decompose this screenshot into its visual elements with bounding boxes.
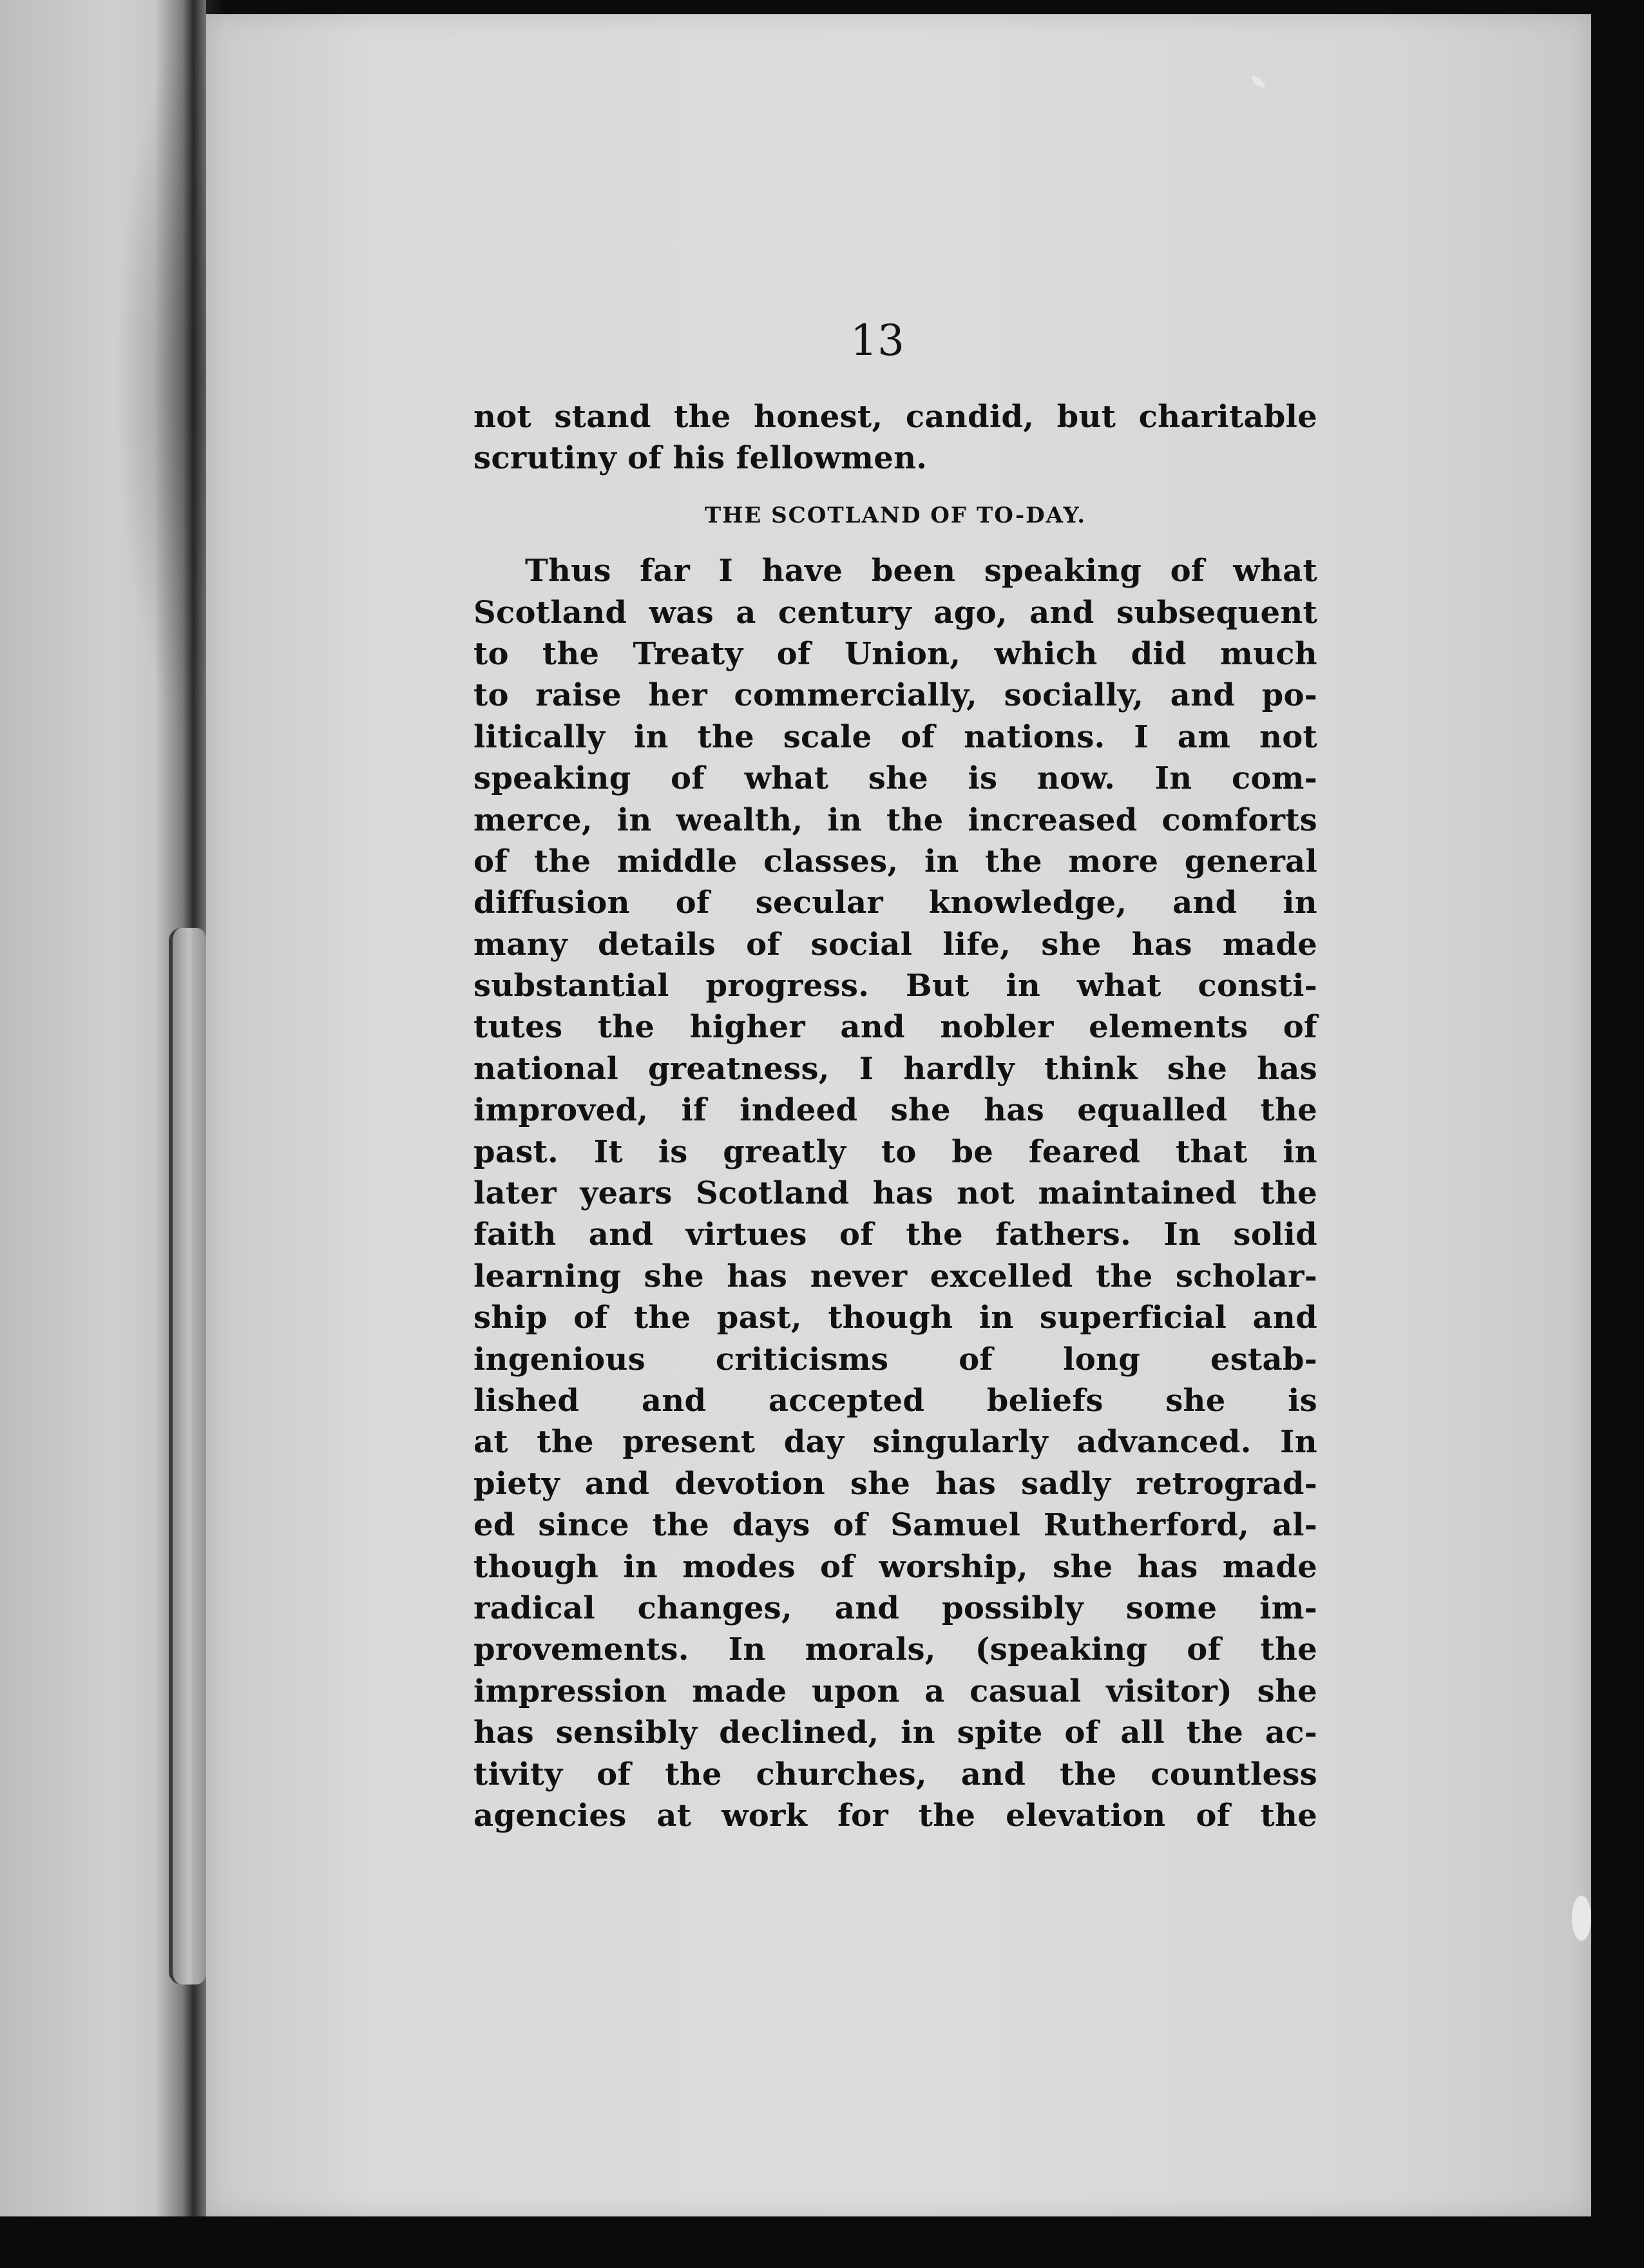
text-line: radical changes, and possibly some im- [473,1590,1317,1626]
text-line: has sensibly declined, in spite of all the ac- [473,1715,1317,1751]
text-line: improved, if indeed she has equalled the [473,1092,1317,1129]
text-line: substantial progress. But in what consti- [473,968,1317,1004]
text-line: of the middle classes, in the more general [473,843,1317,879]
text-line: national greatness, I hardly think she has [473,1050,1317,1087]
text-line: tutes the higher and nobler elements of [473,1009,1317,1046]
text-line: to the Treaty of Union, which did much [473,635,1317,672]
text-line: piety and devotion she has sadly retrograd- [473,1465,1317,1502]
text-line: impression made upon a casual visitor) she [473,1673,1317,1709]
text-line: provements. In morals, (speaking of the [473,1631,1317,1668]
text-line: litically in the scale of nations. I am not [473,718,1317,755]
text-line: not stand the honest, candid, but charitable [473,399,1317,435]
text-line: ingenious criticisms of long estab- [473,1341,1317,1378]
text-line: many details of social life, she has made [473,926,1317,963]
text-line: scrutiny of his fellowmen. [473,440,928,477]
text-line: at the present day singularly advanced. In [473,1424,1317,1461]
text-line: though in modes of worship, she has made [473,1548,1317,1585]
section-heading: THE SCOTLAND OF TO-DAY. [704,502,1087,528]
text-line: merce, in wealth, in the increased comforts [473,802,1317,838]
text-line: tivity of the churches, and the countless [473,1756,1317,1792]
text-line: ed since the days of Samuel Rutherford, al- [473,1507,1317,1544]
text-line: later years Scotland has not maintained the [473,1175,1317,1212]
text-line: learning she has never excelled the scholar- [473,1258,1317,1294]
body-text [473,396,1317,1836]
binding-thread [169,928,209,1984]
paper-speck [1572,1896,1591,1941]
page-number: 13 [850,316,904,365]
text-line: Scotland was a century ago, and subsequent [473,594,1317,631]
text-line: faith and virtues of the fathers. In solid [473,1216,1317,1253]
text-line: lished and accepted beliefs she is [473,1382,1317,1419]
text-line: Thus far I have been speaking of what [525,553,1317,590]
text-line: agencies at work for the elevation of the [473,1797,1317,1834]
text-line: speaking of what she is now. In com- [473,760,1317,797]
text-line: to raise her commercially, socially, and po- [473,677,1317,714]
text-line: ship of the past, though in superficial and [473,1300,1317,1336]
text-line: past. It is greatly to be feared that in [473,1133,1317,1170]
text-line: diffusion of secular knowledge, and in [473,885,1317,921]
paper-speck [1250,74,1266,90]
